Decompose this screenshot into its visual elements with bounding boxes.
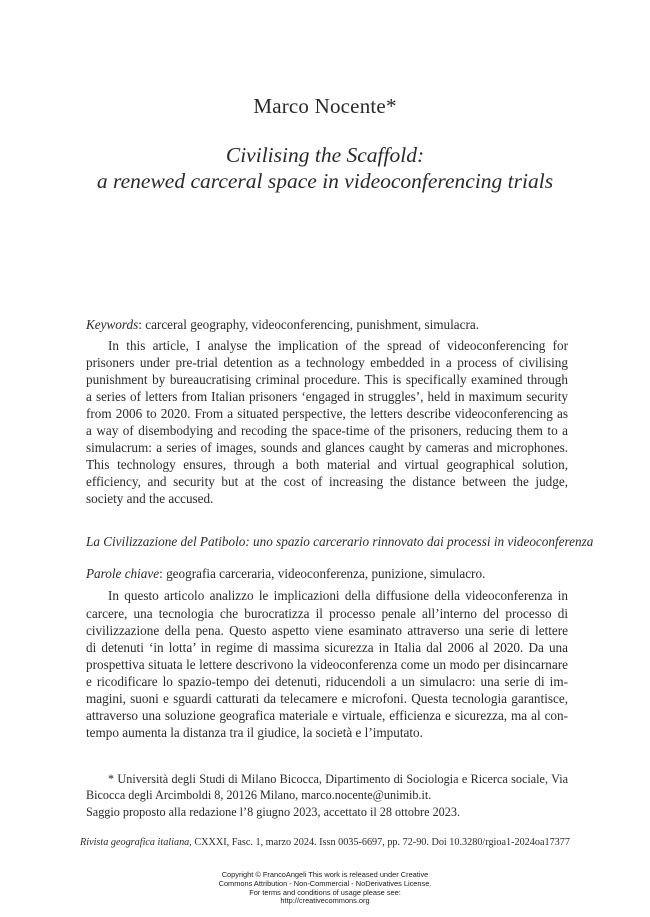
parole-chiave-line	[86, 566, 568, 582]
license-notice	[0, 871, 650, 906]
abstract-it-line: magini, suoni e sguardi catturati da telecamere e microfoni. Questa tecnologia garantisce,	[86, 691, 568, 706]
abstract-it-line: In questo articolo analizzo le implicazioni della diffusione della videoconferenza in	[108, 588, 568, 603]
abstract-en-line: This technology ensures, through a both material and virtual geographical solution,	[86, 457, 568, 472]
abstract-it-line: carcere, una tecnologia che burocratizza il processo penale all’interno del processo di	[86, 606, 568, 621]
license-link[interactable]: http://creativecommons.org	[280, 896, 370, 906]
abstract-en-line: In this article, I analyse the implication of the spread of videoconferencing for	[108, 338, 568, 353]
abstract-it-line: e ricodificare lo spazio-tempo dei detenuti, riducendoli a un simulacro: una serie di im-	[86, 674, 568, 689]
author-name: Marco Nocente*	[253, 94, 397, 118]
abstract-it-line: tempo aumenta la distanza tra il giudice, la società e l’imputato.	[86, 725, 423, 740]
abstract-en-line: society and the accused.	[86, 491, 214, 506]
parole-chiave-label: Parole chiave	[86, 566, 160, 581]
abstract-en-line: punishment by bureaucratising criminal procedure. This is specifically examined through	[86, 372, 568, 387]
keywords-label: Keywords	[86, 317, 139, 332]
footnote-line-1: * Università degli Studi di Milano Bicocca, Dipartimento di Sociologia e Ricerca sociale, Via	[108, 772, 568, 786]
footnote-line-2: Bicocca degli Arcimboldi 8, 20126 Milano, marco.nocente@unimib.it.	[86, 788, 432, 802]
journal-name: Rivista geografica italiana	[80, 837, 190, 848]
license-line: For terms and conditions of usage please see:	[249, 887, 401, 897]
abstract-it-line: attraverso una soluzione geografica materiale e virtuale, efficienza e sicurezza, ma al con-	[86, 708, 568, 723]
italian-title: La Civilizzazione del Patibolo: uno spazio carcerario rinnovato dai processi in videoconferenza	[86, 534, 594, 549]
article-title-line-2: a renewed carceral space in videoconferencing trials	[96, 169, 554, 193]
parole-chiave-text: : geografia carceraria, videoconferenza, punizione, simulacro.	[159, 566, 486, 581]
license-line: Commons Attribution - Non-Commercial - NoDerivatives License.	[218, 878, 432, 888]
keywords-line	[86, 317, 568, 333]
abstract-en-line: efficiency, and security but at the cost of increasing the distance between the judge,	[86, 474, 568, 489]
abstract-en-line: prisoners under pre-trial detention as a technology embedded in a process of civilising	[86, 355, 568, 370]
journal-details: , CXXXI, Fasc. 1, marzo 2024. Issn 0035-6697, pp. 72-90. Doi 10.3280/rgioa1-2024oa17377	[189, 837, 570, 848]
abstract-it-line: prospettiva situata le lettere descrivono la videoconferenza come un modo per disincarnare	[86, 657, 568, 672]
abstract-it-line: civilizzazione della pena. Questo aspetto viene esaminato attraverso una serie di lettere	[86, 623, 568, 638]
submission-note: Saggio proposto alla redazione l’8 giugno 2023, accettato il 28 ottobre 2023.	[86, 805, 460, 819]
keywords-text: : carceral geography, videoconferencing, punishment, simulacra.	[138, 317, 480, 332]
abstract-en-line: from 2006 to 2020. From a situated perspective, the letters describe videoconferencing as	[86, 406, 568, 421]
journal-citation	[0, 837, 650, 848]
abstract-en-line: simulacrum: a series of images, sounds and glances caught by cameras and microphones.	[86, 440, 568, 455]
article-title-line-1: Civilising the Scaffold:	[225, 143, 425, 167]
license-line: Copyright © FrancoAngeli This work is released under Creative	[221, 870, 429, 879]
abstract-en-line: a way of disembodying and recoding the space-time of the prisoners, reducing them to a	[86, 423, 568, 438]
abstract-it-line: di detenuti ‘in lotta’ in regime di massima sicurezza in Italia dal 2006 al 2020. Da una	[86, 640, 568, 655]
abstract-en-line: a series of letters from Italian prisoners ‘engaged in struggles’, held in maximum security	[86, 389, 568, 404]
